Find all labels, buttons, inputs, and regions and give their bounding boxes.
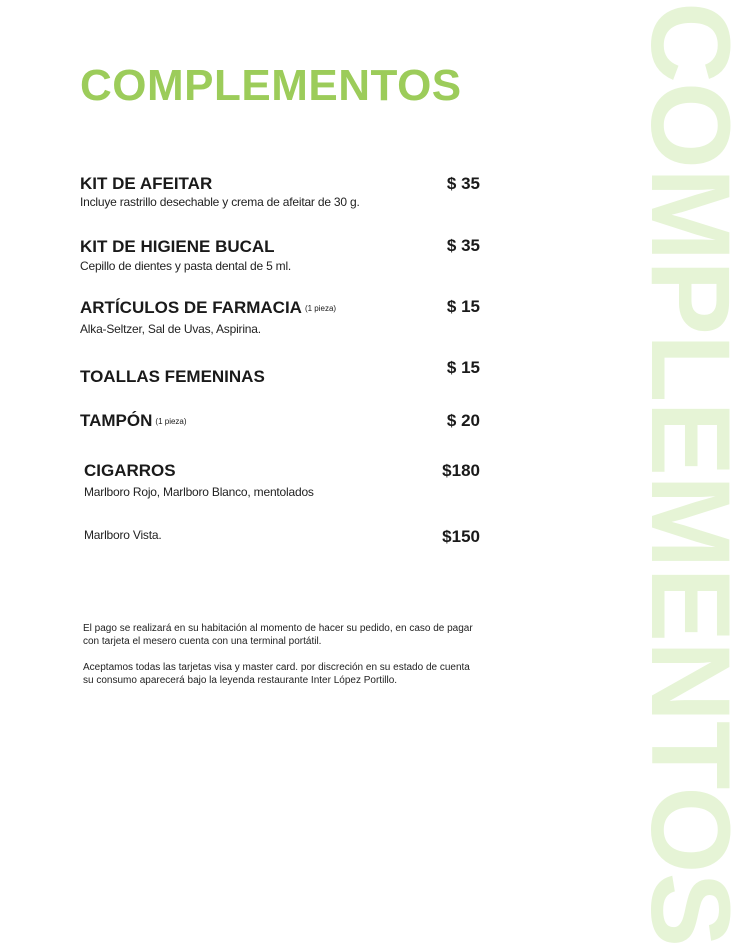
item-price-kit-afeitar: $ 35: [446, 174, 480, 193]
cards-note: Aceptamos todas las tarjetas visa y master card. por discreción en su estado de cuenta su consumo aparecerá bajo la leyenda restaurante Inter López Portillo.: [83, 662, 470, 686]
item-name-toallas: TOALLAS FEMENINAS: [80, 367, 265, 386]
item-name-kit-higiene: KIT DE HIGIENE BUCAL: [80, 237, 275, 256]
item-desc-kit-afeitar: Incluye rastrillo desechable y crema de afeitar de 30 g.: [80, 195, 360, 209]
item-name-tampon: TAMPÓN (1 pieza): [80, 411, 187, 430]
item-price-toallas: $ 15: [446, 358, 480, 377]
watermark: [628, 2, 753, 946]
item-name-farmacia: ARTÍCULOS DE FARMACIA (1 pieza): [80, 298, 337, 317]
item-name-kit-afeitar: KIT DE AFEITAR: [80, 174, 213, 193]
item-name-cigarros: CIGARROS: [84, 461, 176, 480]
item-note-farmacia: (1 pieza): [304, 304, 337, 313]
item-desc-cigarros: Marlboro Rojo, Marlboro Blanco, mentolados: [84, 485, 314, 499]
page-title: COMPLEMENTOS: [80, 61, 462, 110]
item-note-tampon: (1 pieza): [155, 417, 187, 426]
item-desc-farmacia: Alka-Seltzer, Sal de Uvas, Aspirina.: [80, 322, 261, 336]
item-price-farmacia: $ 15: [446, 297, 480, 316]
item-desc-kit-higiene: Cepillo de dientes y pasta dental de 5 ml.: [80, 259, 292, 273]
payment-note: El pago se realizará en su habitación al momento de hacer su pedido, en caso de pagar con tarjeta el mesero cuenta con una terminal portátil.: [83, 623, 473, 647]
item-price-cigarros: $180: [442, 461, 480, 480]
item-price-tampon: $ 20: [446, 411, 480, 430]
item-price-kit-higiene: $ 35: [446, 236, 480, 255]
item-price-marlboro-vista: $150: [442, 527, 480, 546]
item-desc-marlboro-vista: Marlboro Vista.: [84, 528, 162, 542]
watermark-text: COMPLEMENTOS: [628, 2, 753, 946]
